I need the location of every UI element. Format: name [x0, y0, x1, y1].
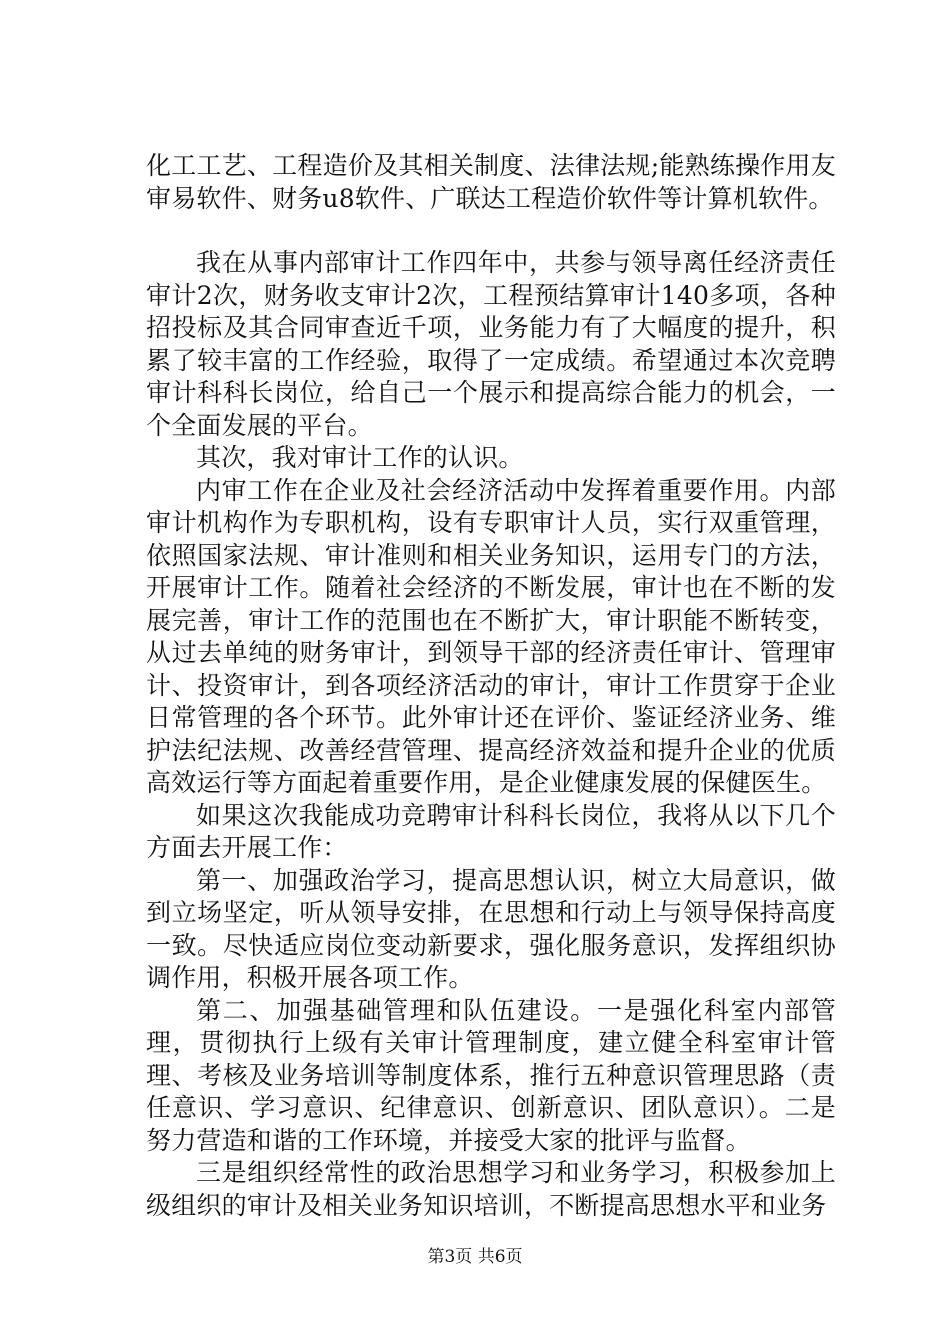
- paragraph-1: 化工工艺、工程造价及其相关制度、法律法规;能熟练操作用友审易软件、财务u8软件、广联达工程造价软件等计算机软件。: [146, 151, 836, 213]
- document-body: [146, 150, 836, 1222]
- page-number-footer: 第3页 共6页: [427, 1247, 523, 1267]
- paragraph-7: 第二、加强基础管理和队伍建设。一是强化科室内部管理，贯彻执行上级有关审计管理制度，建立健全科室审计管理、考核及业务培训等制度体系，推行五种意识管理思路（责任意识、学习意识、纪律意识、创新意识、团队意识）。二是努力营造和谐的工作环境，并接受大家的批评与监督。: [146, 995, 836, 1155]
- paragraph-3: 其次，我对审计工作的认识。: [196, 443, 524, 472]
- paragraph-2: 我在从事内部审计工作四年中，共参与领导离任经济责任审计2次，财务收支审计2次，工程预结算审计140多项，各种招投标及其合同审查近千项，业务能力有了大幅度的提升，积累了较丰富的工作经验，取得了一定成绩。希望通过本次竞聘审计科科长岗位，给自己一个展示和提高综合能力的机会，一个全面发展的平台。: [146, 248, 836, 440]
- paragraph-6: 第一、加强政治学习，提高思想认识，树立大局意识，做到立场坚定，听从领导安排，在思想和行动上与领导保持高度一致。尽快适应岗位变动新要求，强化服务意识，发挥组织协调作用，积极开展各项工作。: [146, 865, 836, 992]
- paragraph-5: 如果这次我能成功竞聘审计科科长岗位，我将从以下几个方面去开展工作：: [146, 800, 836, 862]
- paragraph-8: 三是组织经常性的政治思想学习和业务学习，积极参加上级组织的审计及相关业务知识培训，不断提高思想水平和业务: [146, 1158, 836, 1220]
- paragraph-gap: [146, 215, 836, 247]
- paragraph-4: 内审工作在企业及社会经济活动中发挥着重要作用。内部审计机构作为专职机构，设有专职审计人员，实行双重管理，依照国家法规、审计准则和相关业务知识，运用专门的方法，开展审计工作。随着社会经济的不断发展，审计也在不断的发展完善，审计工作的范围也在不断扩大，审计职能不断转变，从过去单纯的财务审计，到领导干部的经济责任审计、管理审计、投资审计，到各项经济活动的审计，审计工作贯穿于企业日常管理的各个环节。此外审计还在评价、鉴证经济业务、维护法纪法规、改善经营管理、提高经济效益和提升企业的优质高效运行等方面起着重要作用，是企业健康发展的保健医生。: [146, 475, 836, 797]
